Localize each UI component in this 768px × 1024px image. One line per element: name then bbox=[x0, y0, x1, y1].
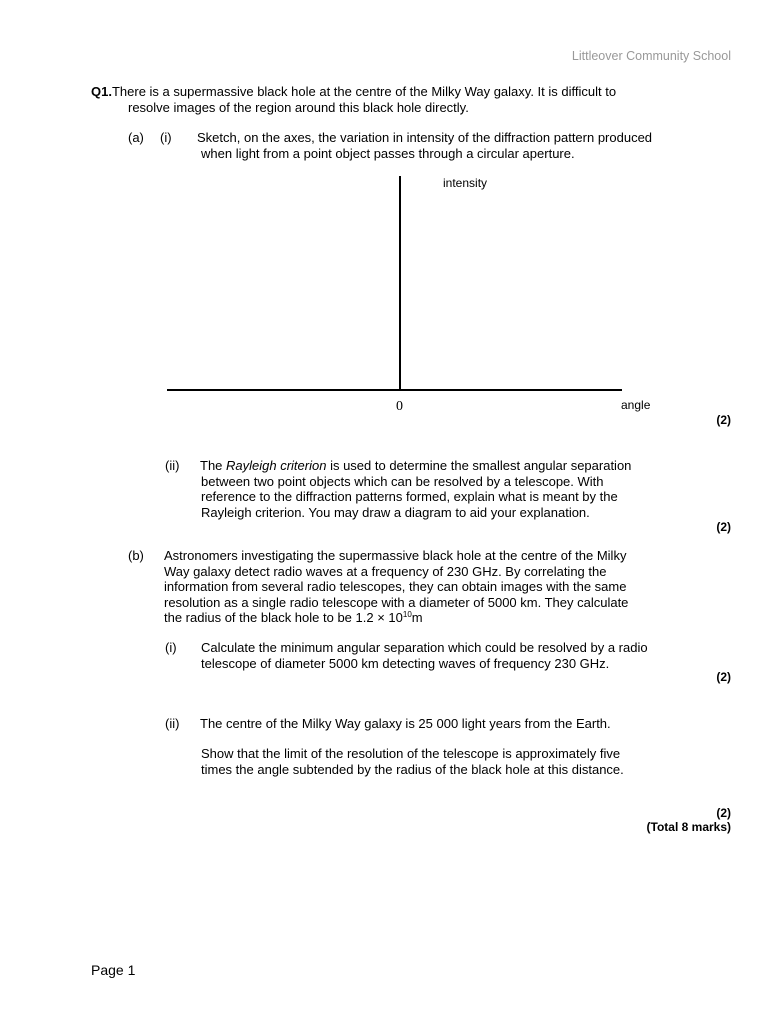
marks-b-i: (2) bbox=[716, 670, 731, 684]
part-b-line5 bbox=[164, 610, 423, 626]
part-b-ii-line1: The centre of the Milky Way galaxy is 25 000 light years from the Earth. bbox=[200, 716, 611, 731]
origin-label: 0 bbox=[396, 399, 403, 414]
part-a-ii-label: (ii) bbox=[165, 458, 180, 473]
marks-a-ii: (2) bbox=[716, 520, 731, 534]
part-a-ii-line1-post: is used to determine the smallest angular separation bbox=[326, 458, 632, 473]
part-b-i-line1: Calculate the minimum angular separation which could be resolved by a radio bbox=[201, 640, 648, 655]
part-b-ii-label: (ii) bbox=[165, 716, 180, 731]
part-b-i-label: (i) bbox=[165, 640, 177, 655]
exponent: 10 bbox=[402, 610, 412, 619]
y-axis-label: intensity bbox=[443, 176, 488, 190]
rayleigh-criterion-term: Rayleigh criterion bbox=[226, 458, 327, 473]
intro-text-1: There is a supermassive black hole at the centre of the Milky Way galaxy. It is difficult to bbox=[111, 84, 617, 99]
school-name: Littleover Community School bbox=[571, 49, 731, 63]
part-b-ii-line3: times the angle subtended by the radius of the black hole at this distance. bbox=[201, 762, 624, 777]
part-a-ii-line1 bbox=[200, 458, 631, 474]
part-a-i-label: (i) bbox=[160, 130, 172, 145]
question-number: Q1. bbox=[91, 84, 112, 99]
part-b-line4: resolution as a single radio telescope with a diameter of 5000 km. They calculate bbox=[164, 595, 629, 610]
part-b-line3: information from several radio telescopes, they can obtain images with the same bbox=[164, 579, 627, 594]
part-a-ii-line4: Rayleigh criterion. You may draw a diagram to aid your explanation. bbox=[201, 505, 590, 520]
part-a-ii-line2: between two point objects which can be resolved by a telescope. With bbox=[201, 474, 604, 489]
page-number: Page 1 bbox=[91, 962, 136, 978]
marks-a-i: (2) bbox=[716, 413, 731, 427]
part-a-i-line2: when light from a point object passes through a circular aperture. bbox=[201, 146, 575, 161]
part-b-i-line2: telescope of diameter 5000 km detecting waves of frequency 230 GHz. bbox=[201, 656, 610, 671]
part-b-line1: Astronomers investigating the supermassive black hole at the centre of the Milky bbox=[164, 548, 627, 563]
part-b-line2: Way galaxy detect radio waves at a frequency of 230 GHz. By correlating the bbox=[164, 564, 607, 579]
part-a-i-line1: Sketch, on the axes, the variation in intensity of the diffraction pattern produced bbox=[197, 130, 653, 145]
total-marks: (Total 8 marks) bbox=[646, 820, 731, 834]
part-b-line5-pre: the radius of the black hole to be 1.2 × 10 bbox=[164, 610, 403, 625]
part-b-label: (b) bbox=[128, 548, 144, 563]
question-intro-line1 bbox=[91, 84, 616, 100]
x-axis bbox=[167, 389, 622, 391]
part-a-ii-line1-pre: The bbox=[200, 458, 227, 473]
part-a-ii-line3: reference to the diffraction patterns formed, explain what is meant by the bbox=[201, 489, 618, 504]
y-axis bbox=[399, 176, 401, 391]
x-axis-label: angle bbox=[621, 398, 651, 412]
question-intro-line2: resolve images of the region around this black hole directly. bbox=[128, 100, 469, 115]
part-a-label: (a) bbox=[128, 130, 144, 145]
marks-b-ii: (2) bbox=[716, 806, 731, 820]
part-b-line5-post: m bbox=[411, 610, 423, 625]
part-b-ii-line2: Show that the limit of the resolution of the telescope is approximately five bbox=[201, 746, 621, 761]
